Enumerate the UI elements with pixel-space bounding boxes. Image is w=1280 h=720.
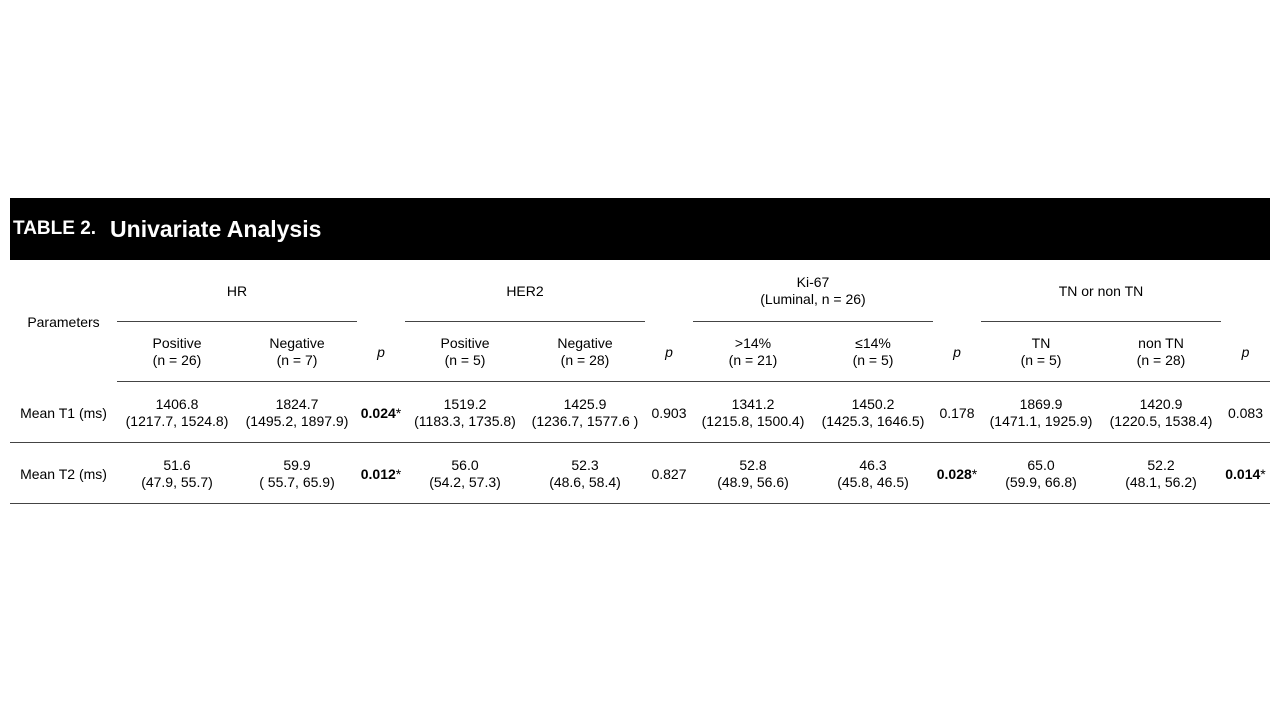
- cell-t1-ki67-low: 1450.2 (1425.3, 1646.5): [821, 396, 925, 429]
- group-rule-tn: [981, 321, 1221, 322]
- cell-t1-p-ki67: 0.178: [939, 404, 975, 421]
- cell-t2-p-her2: 0.827: [651, 465, 687, 482]
- cell-t1-non-tn: 1420.9 (1220.5, 1538.4): [1109, 396, 1213, 429]
- cell-t1-tn: 1869.9 (1471.1, 1925.9): [989, 396, 1093, 429]
- subheader-p-ki67: p: [953, 343, 961, 360]
- cell-t2-p-hr: 0.012*: [360, 465, 402, 482]
- subheader-non-tn: non TN (n = 28): [1136, 335, 1186, 368]
- subheader-ki67-high: >14% (n = 21): [728, 335, 778, 368]
- subheader-p-hr: p: [377, 343, 385, 360]
- subheader-hr-positive: Positive (n = 26): [152, 335, 202, 368]
- cell-t2-ki67-low: 46.3 (45.8, 46.5): [837, 457, 909, 490]
- row-rule-1: [10, 442, 1270, 443]
- cell-t1-her2-positive: 1519.2 (1183.3, 1735.8): [414, 396, 516, 429]
- header-rule: [117, 381, 1270, 382]
- row-label-t2: Mean T2 (ms): [20, 465, 107, 482]
- group-header-hr: HR: [226, 282, 248, 299]
- cell-t1-hr-positive: 1406.8 (1217.7, 1524.8): [125, 396, 229, 429]
- cell-t2-non-tn: 52.2 (48.1, 56.2): [1125, 457, 1197, 490]
- cell-t1-hr-negative: 1824.7 (1495.2, 1897.9): [245, 396, 349, 429]
- cell-t1-ki67-high: 1341.2 (1215.8, 1500.4): [701, 396, 805, 429]
- cell-t2-p-ki67: 0.028*: [936, 465, 978, 482]
- group-rule-hr: [117, 321, 357, 322]
- row-label-t1: Mean T1 (ms): [20, 404, 107, 421]
- table-label: TABLE 2.: [13, 218, 97, 239]
- subheader-her2-positive: Positive (n = 5): [440, 335, 490, 368]
- cell-t2-hr-negative: 59.9 ( 55.7, 65.9): [259, 457, 335, 490]
- subheader-ki67-low: ≤14% (n = 5): [852, 335, 894, 368]
- bottom-rule: [10, 503, 1270, 504]
- cell-t1-p-hr: 0.024*: [360, 404, 402, 421]
- subheader-her2-negative: Negative (n = 28): [557, 335, 613, 368]
- group-rule-her2: [405, 321, 645, 322]
- cell-t2-ki67-high: 52.8 (48.9, 56.6): [717, 457, 789, 490]
- cell-t1-p-her2: 0.903: [651, 404, 687, 421]
- subheader-hr-negative: Negative (n = 7): [269, 335, 325, 368]
- cell-t2-p-tn: 0.014*: [1225, 465, 1266, 482]
- group-header-tn: TN or non TN: [1058, 282, 1144, 299]
- cell-t2-tn: 65.0 (59.9, 66.8): [1005, 457, 1077, 490]
- cell-t2-her2-negative: 52.3 (48.6, 58.4): [549, 457, 621, 490]
- table-title: Univariate Analysis: [110, 215, 322, 242]
- cell-t1-her2-negative: 1425.9 (1236.7, 1577.6 ): [531, 396, 639, 429]
- group-header-ki67: Ki-67 (Luminal, n = 26): [760, 274, 866, 307]
- group-rule-ki67: [693, 321, 933, 322]
- cell-t2-hr-positive: 51.6 (47.9, 55.7): [141, 457, 213, 490]
- cell-t1-p-tn: 0.083: [1227, 404, 1264, 421]
- group-header-her2: HER2: [506, 282, 544, 299]
- table-title-bar: [10, 198, 1270, 260]
- subheader-p-her2: p: [665, 343, 673, 360]
- subheader-p-tn: p: [1241, 343, 1250, 360]
- row-header-parameters: Parameters: [27, 313, 100, 330]
- subheader-tn: TN (n = 5): [1020, 335, 1062, 368]
- cell-t2-her2-positive: 56.0 (54.2, 57.3): [429, 457, 501, 490]
